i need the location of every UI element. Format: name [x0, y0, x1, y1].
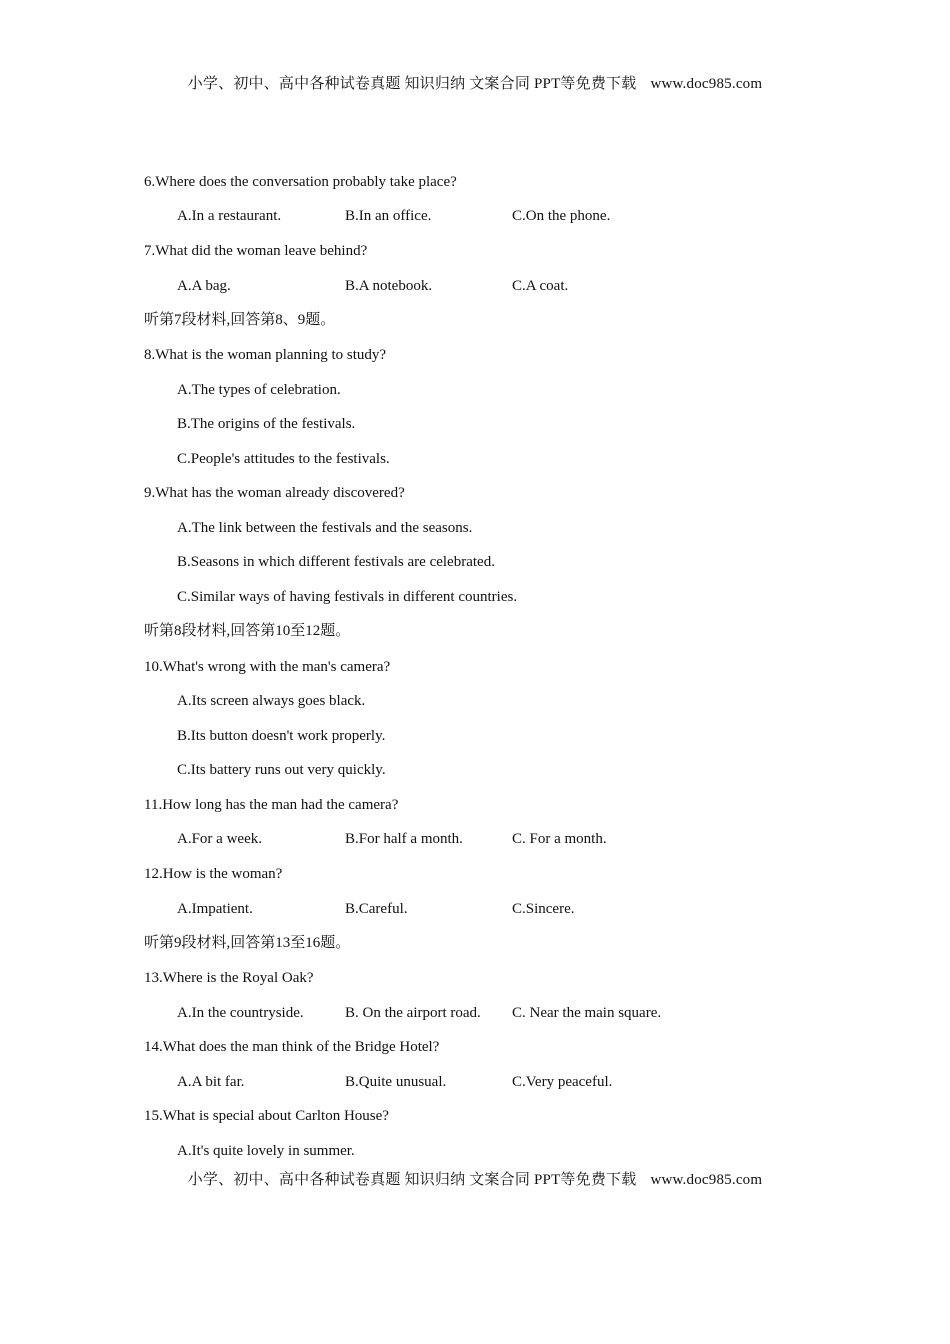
question-6-stem: 6.Where does the conversation probably take place?: [144, 174, 457, 190]
question-15-stem: 15.What is special about Carlton House?: [144, 1108, 389, 1124]
q12-option-a: A.Impatient.: [177, 901, 253, 917]
footer-text: 小学、初中、高中各种试卷真题 知识归纳 文案合同 PPT等免费下载: [187, 1172, 637, 1188]
section-7-instruction: 听第7段材料,回答第8、9题。: [144, 312, 336, 328]
section-8-instruction: 听第8段材料,回答第10至12题。: [144, 623, 351, 639]
q9-option-b: B.Seasons in which different festivals are celebrated.: [177, 554, 495, 570]
q10-option-c: C.Its battery runs out very quickly.: [177, 762, 386, 778]
q12-option-b: B.Careful.: [345, 901, 408, 917]
q15-option-a: A.It's quite lovely in summer.: [177, 1143, 355, 1159]
q11-option-b: B.For half a month.: [345, 831, 463, 847]
question-10-stem: 10.What's wrong with the man's camera?: [144, 659, 391, 675]
q7-option-a: A.A bag.: [177, 278, 231, 294]
page-header-banner: [0, 72, 950, 93]
section-9-instruction: 听第9段材料,回答第13至16题。: [144, 935, 351, 951]
q13-option-c: C. Near the main square.: [512, 1005, 662, 1021]
q11-option-a: A.For a week.: [177, 831, 262, 847]
question-13-stem: 13.Where is the Royal Oak?: [144, 970, 314, 986]
q7-option-c: C.A coat.: [512, 278, 569, 294]
q12-option-c: C.Sincere.: [512, 901, 575, 917]
q10-option-b: B.Its button doesn't work properly.: [177, 728, 386, 744]
q14-option-c: C.Very peaceful.: [512, 1074, 613, 1090]
header-site-link[interactable]: www.doc985.com: [650, 76, 763, 92]
q7-option-b: B.A notebook.: [345, 278, 433, 294]
question-12-stem: 12.How is the woman?: [144, 866, 283, 882]
question-8-stem: 8.What is the woman planning to study?: [144, 347, 387, 363]
q6-option-a: A.In a restaurant.: [177, 208, 282, 224]
question-14-stem: 14.What does the man think of the Bridge Hotel?: [144, 1039, 440, 1055]
q6-option-c: C.On the phone.: [512, 208, 611, 224]
q14-option-b: B.Quite unusual.: [345, 1074, 447, 1090]
question-9-stem: 9.What has the woman already discovered?: [144, 485, 405, 501]
q9-option-a: A.The link between the festivals and the seasons.: [177, 520, 473, 536]
q11-option-c: C. For a month.: [512, 831, 607, 847]
q13-option-a: A.In the countryside.: [177, 1005, 304, 1021]
q8-option-a: A.The types of celebration.: [177, 382, 341, 398]
footer-site-link[interactable]: www.doc985.com: [650, 1172, 763, 1188]
q8-option-b: B.The origins of the festivals.: [177, 416, 356, 432]
question-7-stem: 7.What did the woman leave behind?: [144, 243, 368, 259]
header-text: 小学、初中、高中各种试卷真题 知识归纳 文案合同 PPT等免费下载: [187, 76, 637, 92]
q6-option-b: B.In an office.: [345, 208, 432, 224]
question-11-stem: 11.How long has the man had the camera?: [144, 797, 399, 813]
q8-option-c: C.People's attitudes to the festivals.: [177, 451, 390, 467]
q13-option-b: B. On the airport road.: [345, 1005, 481, 1021]
page-footer-banner: [0, 1168, 950, 1189]
q9-option-c: C.Similar ways of having festivals in different countries.: [177, 589, 518, 605]
q10-option-a: A.Its screen always goes black.: [177, 693, 366, 709]
q14-option-a: A.A bit far.: [177, 1074, 245, 1090]
